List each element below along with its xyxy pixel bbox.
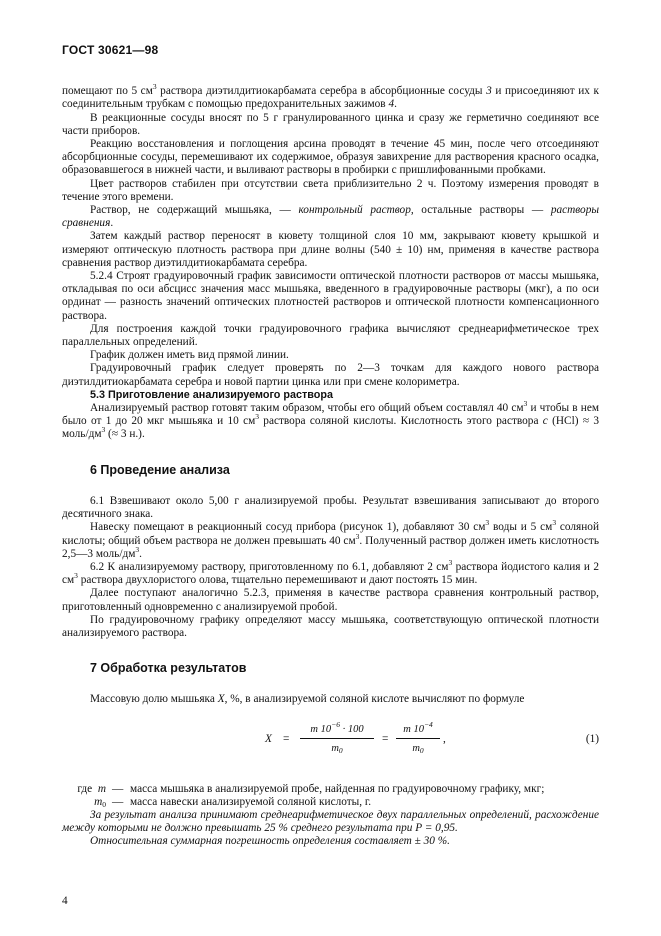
- formula-fraction-2: $\frac{m 10^{-4}}{m_0}$: [396, 723, 440, 755]
- paragraph-color: Цвет растворов стабилен при отсутствии света приблизительно 2 ч. Поэтому измерения проводят в течение этого времени.: [62, 177, 599, 203]
- paragraph-formula-intro: Массовую долю мышьяка X, %, в анализируемой соляной кислоте вычисляют по формуле: [90, 693, 525, 706]
- paragraph-6-2: 6.2 К анализируемому раствору, приготовленному по 6.1, добавляют 2 $см^3$ раствора йодистого калия и 2 $см^3$ раствора двухлористого олова, тщательно перемешивают и дают постоять 15 мин.: [62, 557, 599, 587]
- paragraph-line: График должен иметь вид прямой линии.: [90, 349, 289, 362]
- formula-equals-2: =: [382, 732, 389, 745]
- paragraph-control: Раствор, не содержащий мышьяка, — контрольный раствор, остальные растворы — растворы сравнения.: [62, 204, 599, 230]
- formula-fraction-1: $\frac{m 10^{-6} \cdot 100}{m_0}$: [300, 723, 374, 755]
- formula-lhs: X: [265, 732, 272, 745]
- section-6-heading: 6 Проведение анализа: [90, 462, 230, 477]
- legend-row: $m_0$ — масса навески анализируемой соляной кислоты, г.: [94, 795, 372, 809]
- formula-1: [62, 721, 599, 767]
- subheading-5-3: 5.3 Приготовление анализируемого раствора: [90, 388, 333, 401]
- paragraph-check: Градуировочный график следует проверять по 2—3 точкам для каждого нового раствора диэтилдитиокарбамата серебра и новой партии цинка или при смене колориметра.: [62, 362, 599, 388]
- paragraph-result: За результат анализа принимают среднеарифметическое двух параллельных определений, расхождение между которыми не должно превышать 25 % среднего результата при P = 0,95.: [62, 808, 599, 835]
- paragraph-sample: Навеску помещают в реакционный сосуд прибора (рисунок 1), добавляют 30 $см^3$ воды и 5 $см^3$ соляной кислоты; общий объем раствора не должен превышать 40 $см^3$. Полученный раствор должен иметь кислотность 2,5—3 моль/$дм^3$.: [62, 518, 600, 560]
- formula-number: (1): [585, 732, 599, 745]
- paragraph-continuation: помещают по 5 $см^3$ раствора диэтилдитиокарбамата серебра в абсорбционные сосуды 3 и присоединяют их к соединительным трубкам с помощью предохранительных зажимов 4.: [62, 82, 599, 111]
- paragraph-graph: По градуировочному графику определяют массу мышьяка, соответствующую оптической плотности анализируемого раствора.: [62, 613, 599, 639]
- paragraph-5-3: Анализируемый раствор готовят таким образом, чтобы его общий объем составлял 40 $см^3$ и чтобы в нем было от 1 до 20 мкг мышьяка и 10 $см^3$ раствора соляной кислоты. Кислотность этого раствора с (HCl) ≈ 3 моль/$дм^3$ (≈ 3 н.).: [62, 399, 600, 441]
- paragraph-error: Относительная суммарная погрешность определения составляет ± 30 %.: [90, 835, 450, 848]
- paragraph-zinc: В реакционные сосуды вносят по 5 г гранулированного цинка и сразу же герметично соединяют все части приборов.: [62, 111, 599, 137]
- formula-equals-1: =: [283, 732, 290, 745]
- formula-comma: ,: [443, 732, 446, 745]
- standard-header: ГОСТ 30621—98: [62, 43, 159, 57]
- legend-row: где m — масса мышьяка в анализируемой пробе, найденная по градуировочному графику, мкг;: [77, 782, 545, 795]
- symbol-legend: [62, 783, 599, 809]
- paragraph-5-2-4: 5.2.4 Строят градуировочный график зависимости оптической плотности растворов от массы мышьяка, откладывая по оси абсцисс значения масс мышьяка, введенного в градуировочные растворы (мкг), а по оси ординат — разность значений оптических плотностей растворов и оптической плотности компенсационного раствора.: [62, 270, 599, 322]
- paragraph-further: Далее поступают аналогично 5.2.3, применяя в качестве раствора сравнения контрольный раствор, приготовленный одновременно с анализируемой пробой.: [62, 587, 599, 613]
- paragraph-measure: Затем каждый раствор переносят в кювету толщиной слоя 10 мм, закрывают кювету крышкой и измеряют оптическую плотность раствора при длине волны (540 ± 10) нм, применяя в качестве раствора сравнения раствор диэтилдитиокарбамата серебра.: [62, 230, 599, 269]
- paragraph-reaction: Реакцию восстановления и поглощения арсина проводят в течение 45 мин, после чего отсоединяют абсорбционные сосуды, перемешивают их содержимое, образуя завихрение для растворения красного осадка, образовавшегося в нижней части, и выливают растворы в пробирки с пришлифованными пробками.: [62, 138, 599, 177]
- document-page: [62, 44, 599, 849]
- page-number: 4: [62, 895, 68, 907]
- paragraph-6-1: 6.1 Взвешивают около 5,00 г анализируемой пробы. Результат взвешивания записывают до второго десятичного знака.: [62, 494, 599, 521]
- section-7-heading: 7 Обработка результатов: [90, 661, 247, 676]
- paragraph-points: Для построения каждой точки градуировочного графика вычисляют среднеарифметическое трех параллельных определений.: [62, 322, 599, 349]
